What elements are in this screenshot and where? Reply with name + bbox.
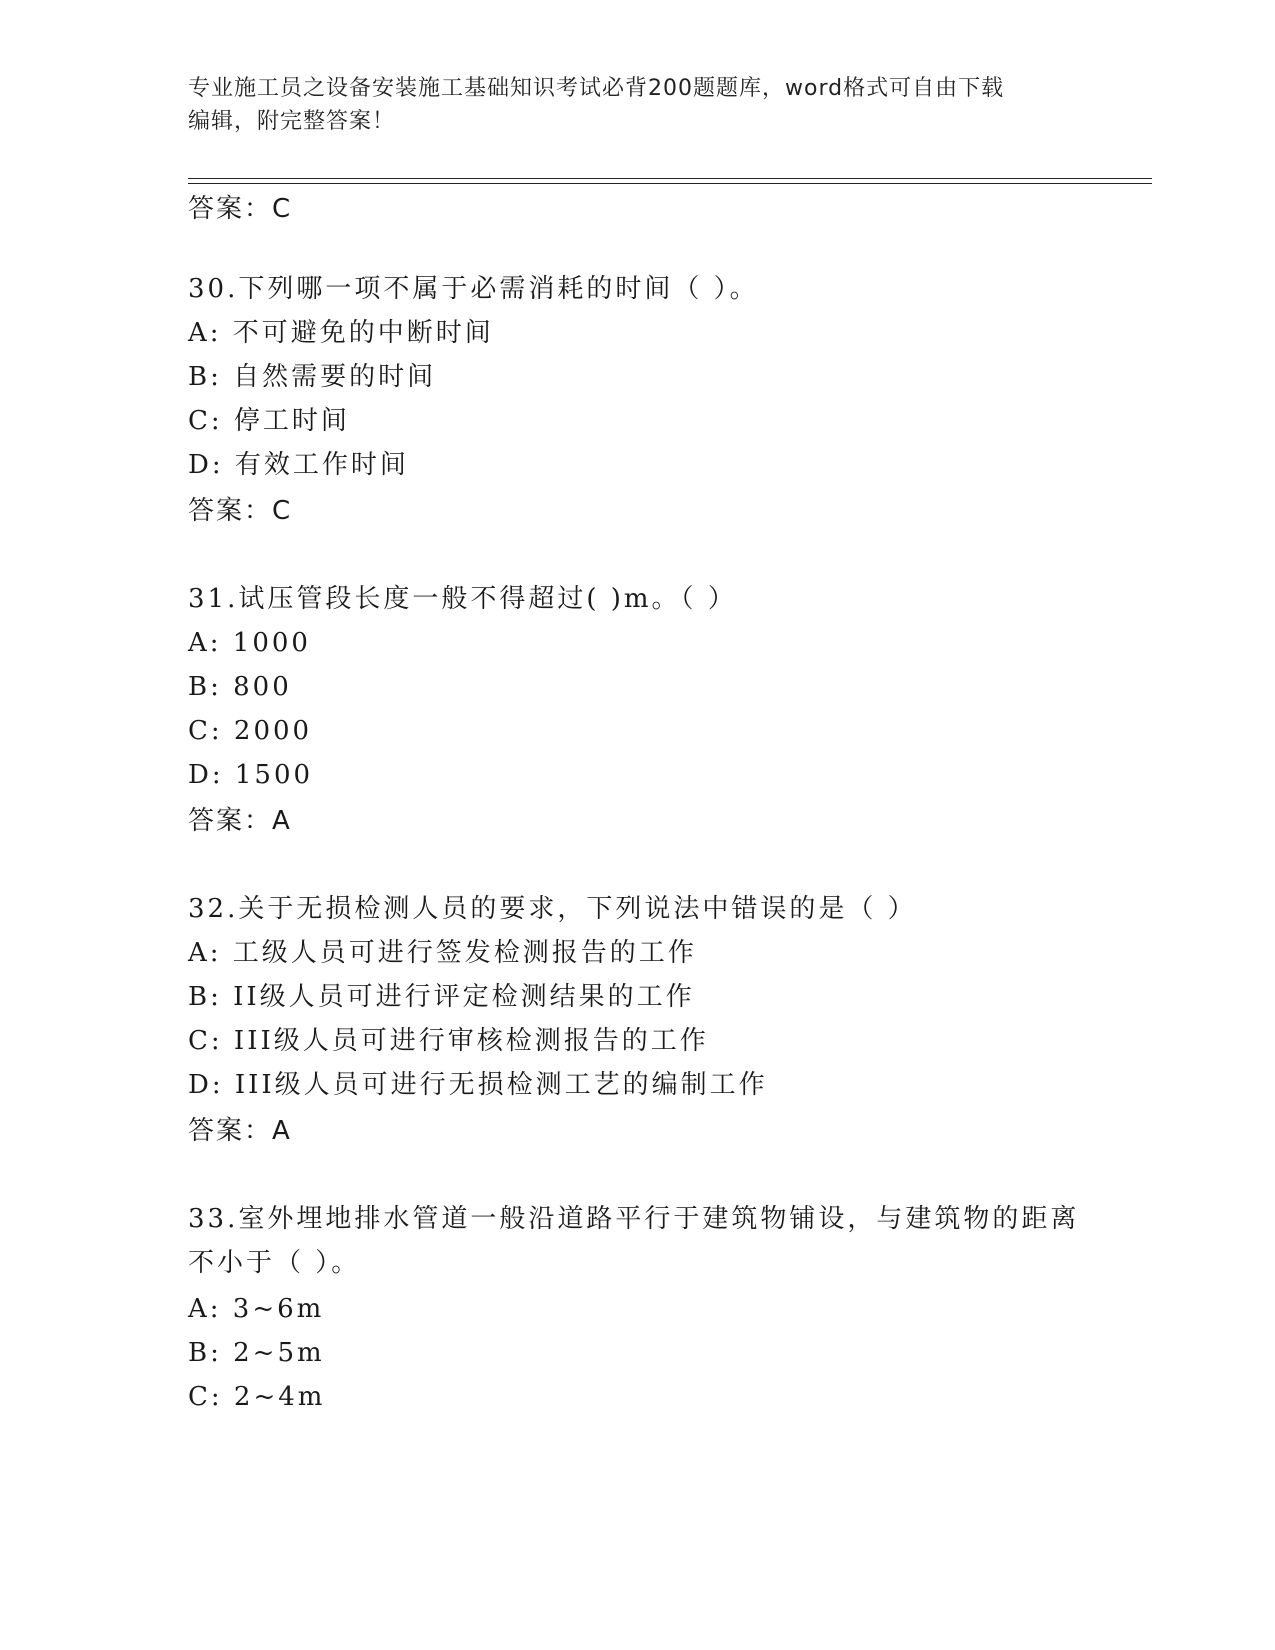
option-d: D: III级人员可进行无损检测工艺的编制工作: [188, 1070, 768, 1100]
header-rule-bottom: [188, 183, 1152, 184]
option-a: A: 不可避免的中断时间: [188, 318, 494, 348]
question-stem: 31.试压管段长度一般不得超过( )m。（ ）: [188, 584, 737, 614]
header-rule-top: [188, 178, 1152, 179]
answer-line: 答案：C: [188, 194, 293, 224]
option-b: B: 800: [188, 672, 292, 702]
option-c: C: 停工时间: [188, 406, 350, 436]
question-stem: 30.下列哪一项不属于必需消耗的时间（ ）。: [188, 274, 759, 304]
answer-line: 答案：A: [188, 806, 292, 836]
option-d: D: 有效工作时间: [188, 450, 409, 480]
option-c: C: III级人员可进行审核检测报告的工作: [188, 1026, 709, 1056]
option-a: A: 1000: [188, 628, 311, 658]
question-stem: 32.关于无损检测人员的要求，下列说法中错误的是（ ）: [188, 894, 917, 924]
header-line-1: 专业施工员之设备安装施工基础知识考试必背200题题库，word格式可自由下载: [188, 76, 1005, 101]
option-c: C: 2~4m: [188, 1382, 326, 1412]
option-a: A: 工级人员可进行签发检测报告的工作: [188, 938, 697, 968]
option-c: C: 2000: [188, 716, 313, 746]
question-stem: 33.室外埋地排水管道一般沿道路平行于建筑物铺设，与建筑物的距离: [188, 1204, 1080, 1234]
option-d: D: 1500: [188, 760, 314, 790]
document-header: [188, 72, 1088, 138]
option-a: A: 3~6m: [188, 1294, 325, 1324]
option-b: B: 自然需要的时间: [188, 362, 437, 392]
answer-line: 答案：A: [188, 1116, 292, 1146]
answer-line: 答案：C: [188, 496, 293, 526]
header-line-2: 编辑，附完整答案！: [188, 109, 396, 134]
option-b: B: II级人员可进行评定检测结果的工作: [188, 982, 695, 1012]
question-stem-continued: 不小于（ ）。: [188, 1248, 361, 1278]
option-b: B: 2~5m: [188, 1338, 325, 1368]
